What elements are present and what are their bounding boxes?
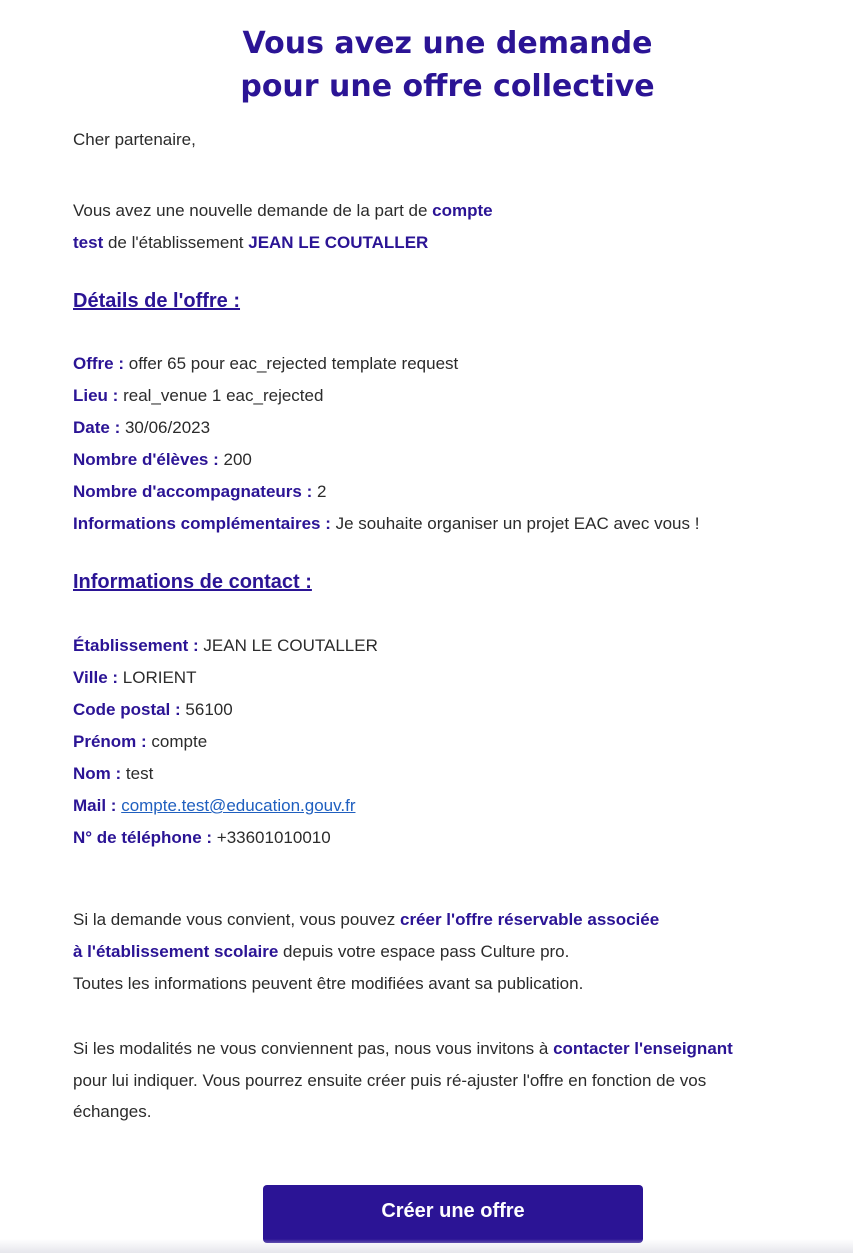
contact-row-mail [73, 790, 355, 822]
create-offer-button[interactable] [263, 1185, 643, 1243]
paragraph-1-line-3: Toutes les informations peuvent être modifiées avant sa publication. [73, 974, 584, 993]
detail-row-lieu [73, 380, 323, 412]
requester-name-part2: test [73, 233, 104, 252]
detail-row-date [73, 412, 210, 444]
contact-label: Mail : [73, 796, 117, 815]
contact-label: N° de téléphone : [73, 828, 213, 847]
intro-establishment: JEAN LE COUTALLER [248, 233, 429, 252]
contact-row-prenom [73, 726, 207, 758]
detail-label: Offre : [73, 354, 124, 373]
detail-label: Lieu : [73, 386, 119, 405]
paragraph-2-line-1 [73, 1033, 733, 1065]
paragraph-2-prefix: Si les modalités ne vous conviennent pas, nous vous invitons à [73, 1039, 554, 1058]
paragraph-1-bold-1: créer l'offre réservable associée [399, 910, 660, 929]
contact-row-code-postal [73, 694, 233, 726]
detail-row-accompagnateurs [73, 476, 326, 508]
detail-row-eleves [73, 444, 252, 476]
detail-value: 30/06/2023 [124, 418, 211, 437]
intro-prefix: Vous avez une nouvelle demande de la part de [73, 201, 433, 220]
detail-value: 2 [317, 482, 327, 501]
email-link[interactable]: compte.test@education.gouv.fr [121, 796, 356, 815]
paragraph-1-suffix: depuis votre espace pass Culture pro. [278, 942, 570, 961]
contact-row-telephone [73, 822, 331, 854]
detail-row-offre [73, 348, 458, 380]
contact-value: JEAN LE COUTALLER [203, 636, 378, 655]
paragraph-2-line-3: échanges. [73, 1102, 152, 1121]
contact-row-etablissement [73, 630, 378, 662]
contact-value: 56100 [185, 700, 233, 719]
intro-middle: de l'établissement [103, 233, 249, 252]
detail-label: Nombre d'accompagnateurs : [73, 482, 313, 501]
detail-value: Je souhaite organiser un projet EAC avec vous ! [335, 514, 700, 533]
paragraph-1-prefix: Si la demande vous convient, vous pouvez [73, 910, 400, 929]
contact-value: +33601010010 [216, 828, 331, 847]
title-line-1: Vous avez une demande [242, 26, 653, 61]
requester-name-part1: compte [432, 201, 493, 220]
intro-line-1 [73, 195, 493, 227]
paragraph-2-bold: contacter l'enseignant [553, 1039, 733, 1058]
paragraph-2-line-2: pour lui indiquer. Vous pourrez ensuite créer puis ré-ajuster l'offre en fonction de vos [73, 1071, 707, 1090]
contact-info-title: Informations de contact : [73, 571, 312, 593]
intro-line-2 [73, 227, 428, 259]
greeting: Cher partenaire, [73, 130, 196, 149]
contact-value: compte [151, 732, 208, 751]
paragraph-1-line-2 [73, 936, 569, 968]
paragraph-1-bold-2: à l'établissement scolaire [73, 942, 279, 961]
contact-label: Ville : [73, 668, 119, 687]
contact-row-ville [73, 662, 196, 694]
detail-value: real_venue 1 eac_rejected [123, 386, 324, 405]
bottom-fade [0, 1239, 853, 1253]
contact-value: test [125, 764, 154, 783]
create-offer-button-label: Créer une offre [381, 1200, 525, 1222]
detail-label: Nombre d'élèves : [73, 450, 219, 469]
contact-label: Nom : [73, 764, 122, 783]
detail-label: Informations complémentaires : [73, 514, 331, 533]
contact-label: Code postal : [73, 700, 181, 719]
contact-label: Prénom : [73, 732, 147, 751]
contact-value: LORIENT [122, 668, 197, 687]
detail-label: Date : [73, 418, 121, 437]
detail-value: offer 65 pour eac_rejected template request [128, 354, 459, 373]
contact-row-nom [73, 758, 153, 790]
email-title [0, 22, 853, 108]
detail-row-informations [73, 508, 699, 540]
offer-details-title: Détails de l'offre : [73, 290, 241, 312]
title-line-2: pour une offre collective [240, 69, 655, 104]
paragraph-1-line-1 [73, 904, 659, 936]
detail-value: 200 [223, 450, 252, 469]
contact-label: Établissement : [73, 636, 199, 655]
